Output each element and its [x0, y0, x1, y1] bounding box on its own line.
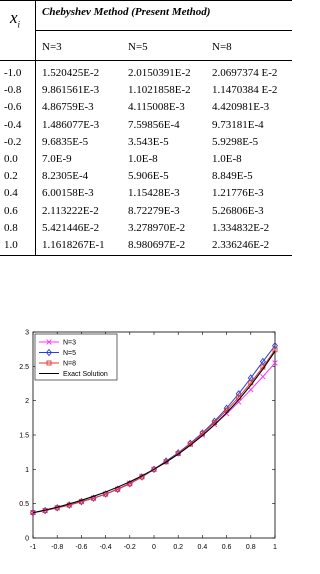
cell-n5: 5.906E-5 [128, 170, 169, 183]
legend-label: Exact Solution [63, 371, 108, 378]
column-header: N=3 [42, 41, 62, 53]
cell-n5: 1.0E-8 [128, 153, 158, 165]
x-tick-label: -0.4 [99, 544, 112, 551]
cell-n5: 4.115008E-3 [128, 101, 185, 114]
row-x-value: 0.4 [4, 187, 18, 200]
y-tick-label: 1.5 [19, 432, 29, 440]
row-x-value: -0.4 [4, 118, 22, 131]
cell-n3: 1.1618267E-1 [42, 239, 105, 251]
x-tick-label: -0.2 [123, 544, 136, 551]
row-x-value: 0.8 [4, 221, 18, 234]
x-header-subscript: i [17, 19, 21, 30]
cell-n3: 8.2305E-4 [42, 170, 89, 183]
y-tick-label: 0 [25, 535, 29, 543]
table-column-divider [35, 0, 36, 256]
row-x-value: 1.0 [4, 239, 18, 251]
cell-n5: 2.0150391E-2 [128, 67, 191, 79]
cell-n5: 3.543E-5 [128, 135, 169, 148]
cell-n8: 8.849E-5 [212, 170, 253, 183]
y-tick-label: 2.5 [19, 363, 29, 371]
y-tick-label: 2 [25, 398, 29, 406]
cell-n3: 2.113222E-2 [42, 204, 99, 217]
cell-n3: 4.86759E-3 [42, 101, 94, 114]
legend-label: N=3 [63, 339, 77, 347]
column-header: N=5 [128, 41, 148, 53]
cell-n3: 1.520425E-2 [42, 67, 100, 79]
cell-n5: 8.980697E-2 [128, 239, 186, 251]
cell-n8: 2.336246E-2 [212, 239, 270, 251]
table-top-rule [0, 0, 292, 1]
x-tick-label: -0.6 [75, 544, 88, 551]
cell-n8: 5.26806E-3 [212, 204, 264, 217]
cell-n3: 6.00158E-3 [42, 187, 94, 200]
row-x-value: 0.0 [4, 153, 18, 165]
x-tick-label: 0.4 [197, 544, 208, 551]
legend [35, 334, 117, 380]
x-tick-label: 1 [273, 544, 277, 551]
x-tick-label: -0.8 [51, 544, 64, 551]
y-tick-label: 1 [25, 466, 29, 474]
header-rule [0, 60, 292, 61]
column-header: N=8 [212, 41, 232, 53]
cell-n3: 9.861561E-3 [42, 84, 100, 97]
cell-n3: 1.486077E-3 [42, 118, 100, 131]
cell-n5: 1.1021858E-2 [128, 84, 191, 97]
cell-n8: 1.0E-8 [212, 153, 242, 165]
cell-n8: 1.334832E-2 [212, 221, 270, 234]
cell-n5: 3.278970E-2 [128, 221, 186, 234]
cell-n8: 1.1470384 E-2 [212, 84, 278, 97]
x-tick-label: 0.2 [173, 544, 184, 551]
cell-n3: 9.6835E-5 [42, 135, 89, 148]
results-table [0, 0, 292, 256]
cell-n8: 1.21776E-3 [212, 187, 264, 200]
solution-chart [0, 326, 292, 574]
cell-n3: 5.421446E-2 [42, 221, 100, 234]
x-column-header [10, 8, 20, 29]
row-x-value: -0.6 [4, 101, 22, 114]
y-tick-label: 3 [25, 329, 29, 337]
cell-n3: 7.0E-9 [42, 153, 72, 165]
cell-n8: 5.9298E-5 [212, 135, 259, 148]
title-rule [36, 30, 292, 31]
cell-n5: 8.72279E-3 [128, 204, 180, 217]
table-title: Chebyshev Method (Present Method) [42, 6, 211, 18]
legend-label: N=5 [63, 350, 77, 357]
table-bottom-rule [0, 255, 292, 256]
row-x-value: -1.0 [4, 67, 22, 79]
row-x-value: -0.2 [4, 135, 22, 148]
x-tick-label: 0.8 [245, 544, 256, 551]
cell-n5: 7.59856E-4 [128, 118, 180, 131]
y-tick-label: 0.5 [19, 501, 29, 509]
cell-n8: 2.0697374 E-2 [212, 67, 278, 79]
legend-label: N=8 [63, 360, 77, 368]
row-x-value: 0.2 [4, 170, 18, 183]
x-header-symbol: x [10, 8, 18, 27]
cell-n5: 1.15428E-3 [128, 187, 180, 200]
x-tick-label: 0 [152, 544, 156, 551]
cell-n8: 9.73181E-4 [212, 118, 264, 131]
row-x-value: 0.6 [4, 204, 18, 217]
x-tick-label: -1 [29, 544, 37, 551]
row-x-value: -0.8 [4, 84, 22, 97]
x-tick-label: 0.6 [221, 544, 232, 551]
cell-n8: 4.420981E-3 [212, 101, 270, 114]
